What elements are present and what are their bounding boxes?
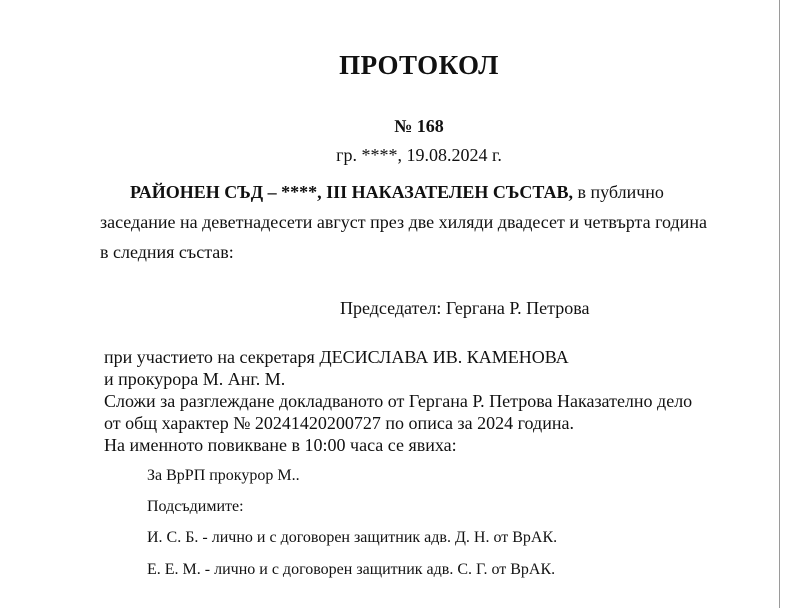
attendance-defendant-2: Е. Е. М. - лично и с договорен защитник адв. С. Г. от ВрАК. [147,561,556,578]
attendance-prosecutor: За ВрРП прокурор М.. [147,467,300,484]
intro-paragraph [100,177,760,267]
chairperson-line: Председател: Гергана Р. Петрова [340,298,590,318]
attendance-defendant-1: И. С. Б. - лично и с договорен защитник адв. Д. Н. от ВрАК. [147,529,558,546]
roll-call-line: На именното повикване в 10:00 часа се явиха: [104,435,457,455]
court-name: РАЙОНЕН СЪД – ****, III НАКАЗАТЕЛЕН СЪСТАВ, [130,182,573,202]
intro-line-1 [100,177,760,207]
intro-tail: в публично [573,182,664,202]
place-and-date: гр. ****, 19.08.2024 г. [336,145,502,165]
secretary-line: при участието на секретаря ДЕСИСЛАВА ИВ. КАМЕНОВА [104,347,569,367]
hearing-body [104,346,764,456]
attendance-defendants-heading: Подсъдимите: [147,498,244,515]
protocol-number: № 168 [394,116,444,136]
case-line-1: Сложи за разглеждане докладваното от Гергана Р. Петрова Наказателно дело [104,391,693,411]
page-edge [779,0,780,608]
intro-line-2: заседание на деветнадесети август през две хиляди двадесет и четвърта година [100,212,707,232]
case-line-2: от общ характер № 20241420200727 по описа за 2024 година. [104,413,574,433]
intro-line-3: в следния състав: [100,242,234,262]
document-title: ПРОТОКОЛ [339,50,499,80]
prosecutor-line: и прокурора М. Анг. М. [104,369,286,389]
